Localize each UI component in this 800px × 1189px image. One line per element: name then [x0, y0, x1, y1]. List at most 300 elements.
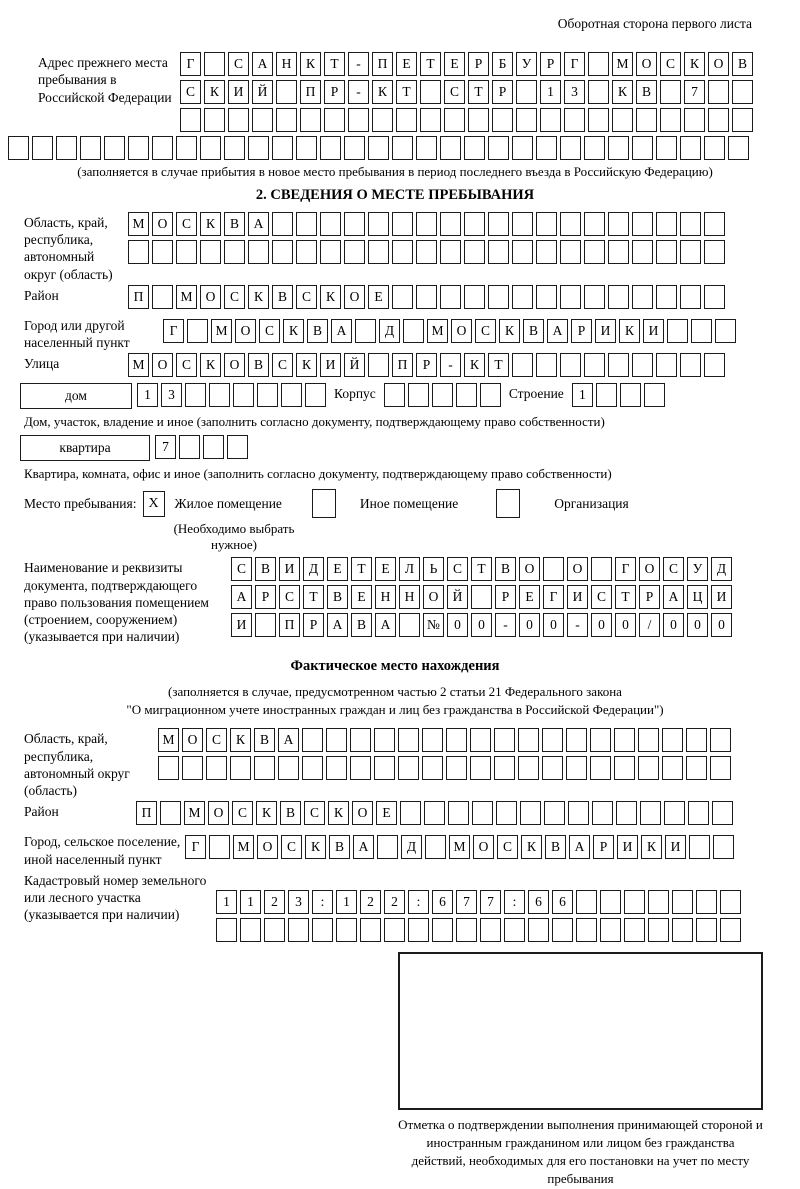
char-box[interactable]: Е: [396, 52, 417, 76]
kvartira-type-box[interactable]: квартира: [20, 435, 150, 461]
char-box[interactable]: [377, 835, 398, 859]
char-box[interactable]: Р: [324, 80, 345, 104]
char-box[interactable]: А: [278, 728, 299, 752]
char-box[interactable]: 3: [564, 80, 585, 104]
char-box[interactable]: [712, 801, 733, 825]
char-box[interactable]: [8, 136, 29, 160]
char-box[interactable]: [324, 108, 345, 132]
char-box[interactable]: [424, 801, 445, 825]
char-box[interactable]: М: [427, 319, 448, 343]
char-box[interactable]: В: [327, 585, 348, 609]
char-box[interactable]: [176, 136, 197, 160]
char-box[interactable]: В: [351, 613, 372, 637]
char-box[interactable]: 1: [216, 890, 237, 914]
char-box[interactable]: [696, 890, 717, 914]
char-box[interactable]: 0: [591, 613, 612, 637]
char-box[interactable]: [620, 383, 641, 407]
char-box[interactable]: [492, 108, 513, 132]
char-box[interactable]: [470, 728, 491, 752]
char-box[interactable]: К: [612, 80, 633, 104]
char-box[interactable]: 6: [528, 890, 549, 914]
char-box[interactable]: [596, 383, 617, 407]
char-box[interactable]: [536, 285, 557, 309]
char-box[interactable]: 0: [615, 613, 636, 637]
char-box[interactable]: У: [687, 557, 708, 581]
char-box[interactable]: [494, 756, 515, 780]
char-box[interactable]: Т: [396, 80, 417, 104]
char-box[interactable]: [320, 136, 341, 160]
char-box[interactable]: С: [497, 835, 518, 859]
char-box[interactable]: [302, 756, 323, 780]
char-box[interactable]: Р: [492, 80, 513, 104]
char-box[interactable]: [704, 353, 725, 377]
char-box[interactable]: [648, 918, 669, 942]
char-box[interactable]: [542, 728, 563, 752]
char-box[interactable]: -: [495, 613, 516, 637]
char-box[interactable]: [440, 285, 461, 309]
char-box[interactable]: О: [152, 353, 173, 377]
char-box[interactable]: [710, 728, 731, 752]
char-box[interactable]: К: [283, 319, 304, 343]
char-box[interactable]: Е: [519, 585, 540, 609]
char-box[interactable]: [560, 136, 581, 160]
char-box[interactable]: К: [204, 80, 225, 104]
char-box[interactable]: С: [591, 585, 612, 609]
char-box[interactable]: [656, 285, 677, 309]
char-box[interactable]: [456, 918, 477, 942]
char-box[interactable]: О: [567, 557, 588, 581]
char-box[interactable]: [336, 918, 357, 942]
char-box[interactable]: [638, 728, 659, 752]
char-box[interactable]: [713, 835, 734, 859]
char-box[interactable]: [560, 212, 581, 236]
char-box[interactable]: К: [328, 801, 349, 825]
char-box[interactable]: К: [230, 728, 251, 752]
char-box[interactable]: [203, 435, 224, 459]
char-box[interactable]: [680, 353, 701, 377]
char-box[interactable]: [272, 212, 293, 236]
char-box[interactable]: [416, 240, 437, 264]
char-box[interactable]: [608, 353, 629, 377]
char-box[interactable]: О: [636, 52, 657, 76]
char-box[interactable]: Р: [571, 319, 592, 343]
char-box[interactable]: В: [280, 801, 301, 825]
char-box[interactable]: [204, 108, 225, 132]
char-box[interactable]: [488, 136, 509, 160]
char-box[interactable]: О: [200, 285, 221, 309]
char-box[interactable]: [209, 835, 230, 859]
char-box[interactable]: [472, 801, 493, 825]
char-box[interactable]: [320, 212, 341, 236]
char-box[interactable]: [432, 918, 453, 942]
char-box[interactable]: [624, 918, 645, 942]
char-box[interactable]: П: [279, 613, 300, 637]
char-box[interactable]: [648, 890, 669, 914]
char-box[interactable]: [566, 756, 587, 780]
char-box[interactable]: [305, 383, 326, 407]
char-box[interactable]: [644, 383, 665, 407]
char-box[interactable]: :: [504, 890, 525, 914]
char-box[interactable]: [432, 383, 453, 407]
char-box[interactable]: -: [440, 353, 461, 377]
char-box[interactable]: 3: [161, 383, 182, 407]
char-box[interactable]: И: [567, 585, 588, 609]
char-box[interactable]: М: [211, 319, 232, 343]
char-box[interactable]: С: [279, 585, 300, 609]
char-box[interactable]: [632, 285, 653, 309]
char-box[interactable]: 6: [552, 890, 573, 914]
char-box[interactable]: 1: [137, 383, 158, 407]
char-box[interactable]: В: [329, 835, 350, 859]
char-box[interactable]: [200, 240, 221, 264]
char-box[interactable]: Г: [180, 52, 201, 76]
char-box[interactable]: [480, 383, 501, 407]
char-box[interactable]: [440, 240, 461, 264]
char-box[interactable]: К: [499, 319, 520, 343]
char-box[interactable]: И: [665, 835, 686, 859]
char-box[interactable]: [400, 801, 421, 825]
char-box[interactable]: И: [320, 353, 341, 377]
char-box[interactable]: [518, 756, 539, 780]
char-box[interactable]: 2: [360, 890, 381, 914]
char-box[interactable]: [420, 108, 441, 132]
char-box[interactable]: :: [408, 890, 429, 914]
char-box[interactable]: [612, 108, 633, 132]
char-box[interactable]: С: [663, 557, 684, 581]
char-box[interactable]: Е: [376, 801, 397, 825]
char-box[interactable]: О: [639, 557, 660, 581]
char-box[interactable]: М: [233, 835, 254, 859]
char-box[interactable]: [228, 108, 249, 132]
char-box[interactable]: [281, 383, 302, 407]
char-box[interactable]: М: [128, 212, 149, 236]
char-box[interactable]: [255, 613, 276, 637]
char-box[interactable]: [588, 108, 609, 132]
char-box[interactable]: В: [545, 835, 566, 859]
char-box[interactable]: [128, 240, 149, 264]
char-box[interactable]: [471, 585, 492, 609]
char-box[interactable]: [227, 435, 248, 459]
char-box[interactable]: [566, 728, 587, 752]
char-box[interactable]: [591, 557, 612, 581]
char-box[interactable]: О: [423, 585, 444, 609]
char-box[interactable]: [403, 319, 424, 343]
char-box[interactable]: Н: [375, 585, 396, 609]
char-box[interactable]: Р: [416, 353, 437, 377]
char-box[interactable]: -: [348, 80, 369, 104]
char-box[interactable]: Т: [303, 585, 324, 609]
char-box[interactable]: [516, 80, 537, 104]
char-box[interactable]: [704, 240, 725, 264]
char-box[interactable]: [496, 801, 517, 825]
char-box[interactable]: [728, 136, 749, 160]
char-box[interactable]: [732, 108, 753, 132]
char-box[interactable]: П: [128, 285, 149, 309]
char-box[interactable]: [344, 240, 365, 264]
char-box[interactable]: К: [521, 835, 542, 859]
char-box[interactable]: [516, 108, 537, 132]
char-box[interactable]: С: [176, 353, 197, 377]
char-box[interactable]: [488, 285, 509, 309]
char-box[interactable]: Д: [711, 557, 732, 581]
char-box[interactable]: Е: [375, 557, 396, 581]
char-box[interactable]: В: [248, 353, 269, 377]
char-box[interactable]: О: [235, 319, 256, 343]
char-box[interactable]: [392, 240, 413, 264]
char-box[interactable]: [488, 240, 509, 264]
char-box[interactable]: [624, 890, 645, 914]
char-box[interactable]: К: [300, 52, 321, 76]
char-box[interactable]: О: [208, 801, 229, 825]
char-box[interactable]: [384, 383, 405, 407]
char-box[interactable]: Ь: [423, 557, 444, 581]
char-box[interactable]: Н: [276, 52, 297, 76]
char-box[interactable]: [350, 756, 371, 780]
char-box[interactable]: 7: [456, 890, 477, 914]
char-box[interactable]: [296, 212, 317, 236]
char-box[interactable]: -: [567, 613, 588, 637]
char-box[interactable]: [520, 801, 541, 825]
char-box[interactable]: [614, 756, 635, 780]
char-box[interactable]: [710, 756, 731, 780]
char-box[interactable]: Р: [540, 52, 561, 76]
char-box[interactable]: [152, 136, 173, 160]
char-box[interactable]: [608, 240, 629, 264]
char-box[interactable]: [104, 136, 125, 160]
char-box[interactable]: [584, 285, 605, 309]
char-box[interactable]: И: [643, 319, 664, 343]
char-box[interactable]: [440, 212, 461, 236]
char-box[interactable]: [320, 240, 341, 264]
char-box[interactable]: [176, 240, 197, 264]
char-box[interactable]: Т: [468, 80, 489, 104]
char-box[interactable]: [209, 383, 230, 407]
char-box[interactable]: А: [353, 835, 374, 859]
char-box[interactable]: [518, 728, 539, 752]
char-box[interactable]: О: [344, 285, 365, 309]
char-box[interactable]: Е: [351, 585, 372, 609]
char-box[interactable]: [560, 240, 581, 264]
char-box[interactable]: [422, 728, 443, 752]
char-box[interactable]: С: [272, 353, 293, 377]
char-box[interactable]: [686, 728, 707, 752]
char-box[interactable]: И: [711, 585, 732, 609]
char-box[interactable]: [233, 383, 254, 407]
char-box[interactable]: :: [312, 890, 333, 914]
char-box[interactable]: [398, 728, 419, 752]
char-box[interactable]: И: [279, 557, 300, 581]
char-box[interactable]: [326, 756, 347, 780]
char-box[interactable]: С: [281, 835, 302, 859]
char-box[interactable]: [425, 835, 446, 859]
char-box[interactable]: [384, 918, 405, 942]
char-box[interactable]: [185, 383, 206, 407]
char-box[interactable]: И: [231, 613, 252, 637]
char-box[interactable]: [688, 801, 709, 825]
char-box[interactable]: [468, 108, 489, 132]
char-box[interactable]: [660, 108, 681, 132]
char-box[interactable]: Р: [255, 585, 276, 609]
char-box[interactable]: [204, 52, 225, 76]
char-box[interactable]: И: [595, 319, 616, 343]
char-box[interactable]: В: [523, 319, 544, 343]
char-box[interactable]: 2: [384, 890, 405, 914]
char-box[interactable]: 1: [336, 890, 357, 914]
char-box[interactable]: 7: [480, 890, 501, 914]
char-box[interactable]: [464, 240, 485, 264]
char-box[interactable]: [696, 918, 717, 942]
char-box[interactable]: Т: [471, 557, 492, 581]
char-box[interactable]: [656, 353, 677, 377]
char-box[interactable]: [632, 136, 653, 160]
char-box[interactable]: 0: [447, 613, 468, 637]
char-box[interactable]: П: [392, 353, 413, 377]
char-box[interactable]: В: [224, 212, 245, 236]
char-box[interactable]: [392, 136, 413, 160]
char-box[interactable]: [536, 240, 557, 264]
char-box[interactable]: [344, 212, 365, 236]
char-box[interactable]: [638, 756, 659, 780]
char-box[interactable]: [368, 212, 389, 236]
char-box[interactable]: О: [708, 52, 729, 76]
char-box[interactable]: С: [232, 801, 253, 825]
char-box[interactable]: Г: [564, 52, 585, 76]
char-box[interactable]: В: [307, 319, 328, 343]
char-box[interactable]: [312, 918, 333, 942]
char-box[interactable]: М: [184, 801, 205, 825]
char-box[interactable]: М: [158, 728, 179, 752]
char-box[interactable]: [536, 353, 557, 377]
char-box[interactable]: [608, 285, 629, 309]
char-box[interactable]: №: [423, 613, 444, 637]
char-box[interactable]: В: [732, 52, 753, 76]
char-box[interactable]: [590, 728, 611, 752]
char-box[interactable]: У: [516, 52, 537, 76]
char-box[interactable]: Р: [593, 835, 614, 859]
char-box[interactable]: [584, 353, 605, 377]
char-box[interactable]: К: [248, 285, 269, 309]
char-box[interactable]: [672, 918, 693, 942]
char-box[interactable]: [56, 136, 77, 160]
char-box[interactable]: [640, 801, 661, 825]
char-box[interactable]: [656, 212, 677, 236]
char-box[interactable]: [368, 240, 389, 264]
char-box[interactable]: [636, 108, 657, 132]
char-box[interactable]: [560, 285, 581, 309]
char-box[interactable]: А: [663, 585, 684, 609]
char-box[interactable]: [252, 108, 273, 132]
char-box[interactable]: [128, 136, 149, 160]
char-box[interactable]: [254, 756, 275, 780]
char-box[interactable]: [296, 136, 317, 160]
char-box[interactable]: Т: [324, 52, 345, 76]
char-box[interactable]: К: [320, 285, 341, 309]
char-box[interactable]: К: [641, 835, 662, 859]
char-box[interactable]: [152, 285, 173, 309]
char-box[interactable]: [564, 108, 585, 132]
char-box[interactable]: В: [272, 285, 293, 309]
char-box[interactable]: 1: [540, 80, 561, 104]
char-box[interactable]: [632, 353, 653, 377]
char-box[interactable]: Т: [351, 557, 372, 581]
char-box[interactable]: [248, 136, 269, 160]
char-box[interactable]: [32, 136, 53, 160]
char-box[interactable]: [584, 212, 605, 236]
char-box[interactable]: Г: [543, 585, 564, 609]
char-box[interactable]: С: [447, 557, 468, 581]
char-box[interactable]: [416, 212, 437, 236]
char-box[interactable]: [584, 240, 605, 264]
char-box[interactable]: [355, 319, 376, 343]
char-box[interactable]: [544, 801, 565, 825]
char-box[interactable]: Е: [327, 557, 348, 581]
char-box[interactable]: [456, 383, 477, 407]
char-box[interactable]: [446, 728, 467, 752]
char-box[interactable]: 6: [432, 890, 453, 914]
char-box[interactable]: [422, 756, 443, 780]
char-box[interactable]: [715, 319, 736, 343]
char-box[interactable]: [600, 890, 621, 914]
char-box[interactable]: Д: [401, 835, 422, 859]
char-box[interactable]: Ц: [687, 585, 708, 609]
char-box[interactable]: [300, 108, 321, 132]
char-box[interactable]: [392, 285, 413, 309]
char-box[interactable]: [350, 728, 371, 752]
char-box[interactable]: П: [300, 80, 321, 104]
char-box[interactable]: [512, 212, 533, 236]
char-box[interactable]: [180, 108, 201, 132]
char-box[interactable]: А: [231, 585, 252, 609]
char-box[interactable]: [216, 918, 237, 942]
char-box[interactable]: [600, 918, 621, 942]
char-box[interactable]: [588, 52, 609, 76]
char-box[interactable]: Т: [615, 585, 636, 609]
char-box[interactable]: С: [228, 52, 249, 76]
char-box[interactable]: [672, 890, 693, 914]
char-box[interactable]: [158, 756, 179, 780]
char-box[interactable]: С: [176, 212, 197, 236]
char-box[interactable]: [444, 108, 465, 132]
char-box[interactable]: [272, 136, 293, 160]
char-box[interactable]: [408, 918, 429, 942]
char-box[interactable]: 1: [572, 383, 593, 407]
char-box[interactable]: А: [547, 319, 568, 343]
char-box[interactable]: А: [248, 212, 269, 236]
char-box[interactable]: [494, 728, 515, 752]
char-box[interactable]: М: [449, 835, 470, 859]
char-box[interactable]: О: [152, 212, 173, 236]
char-box[interactable]: [368, 353, 389, 377]
char-box[interactable]: [691, 319, 712, 343]
char-box[interactable]: [512, 240, 533, 264]
char-box[interactable]: [448, 801, 469, 825]
char-box[interactable]: [224, 136, 245, 160]
char-box[interactable]: [656, 240, 677, 264]
char-box[interactable]: [276, 108, 297, 132]
char-box[interactable]: [576, 890, 597, 914]
char-box[interactable]: [568, 801, 589, 825]
char-box[interactable]: [464, 212, 485, 236]
char-box[interactable]: А: [331, 319, 352, 343]
char-box[interactable]: [416, 285, 437, 309]
char-box[interactable]: К: [684, 52, 705, 76]
char-box[interactable]: [512, 136, 533, 160]
char-box[interactable]: В: [254, 728, 275, 752]
char-box[interactable]: [464, 136, 485, 160]
char-box[interactable]: О: [352, 801, 373, 825]
char-box[interactable]: [288, 918, 309, 942]
char-box[interactable]: [592, 801, 613, 825]
